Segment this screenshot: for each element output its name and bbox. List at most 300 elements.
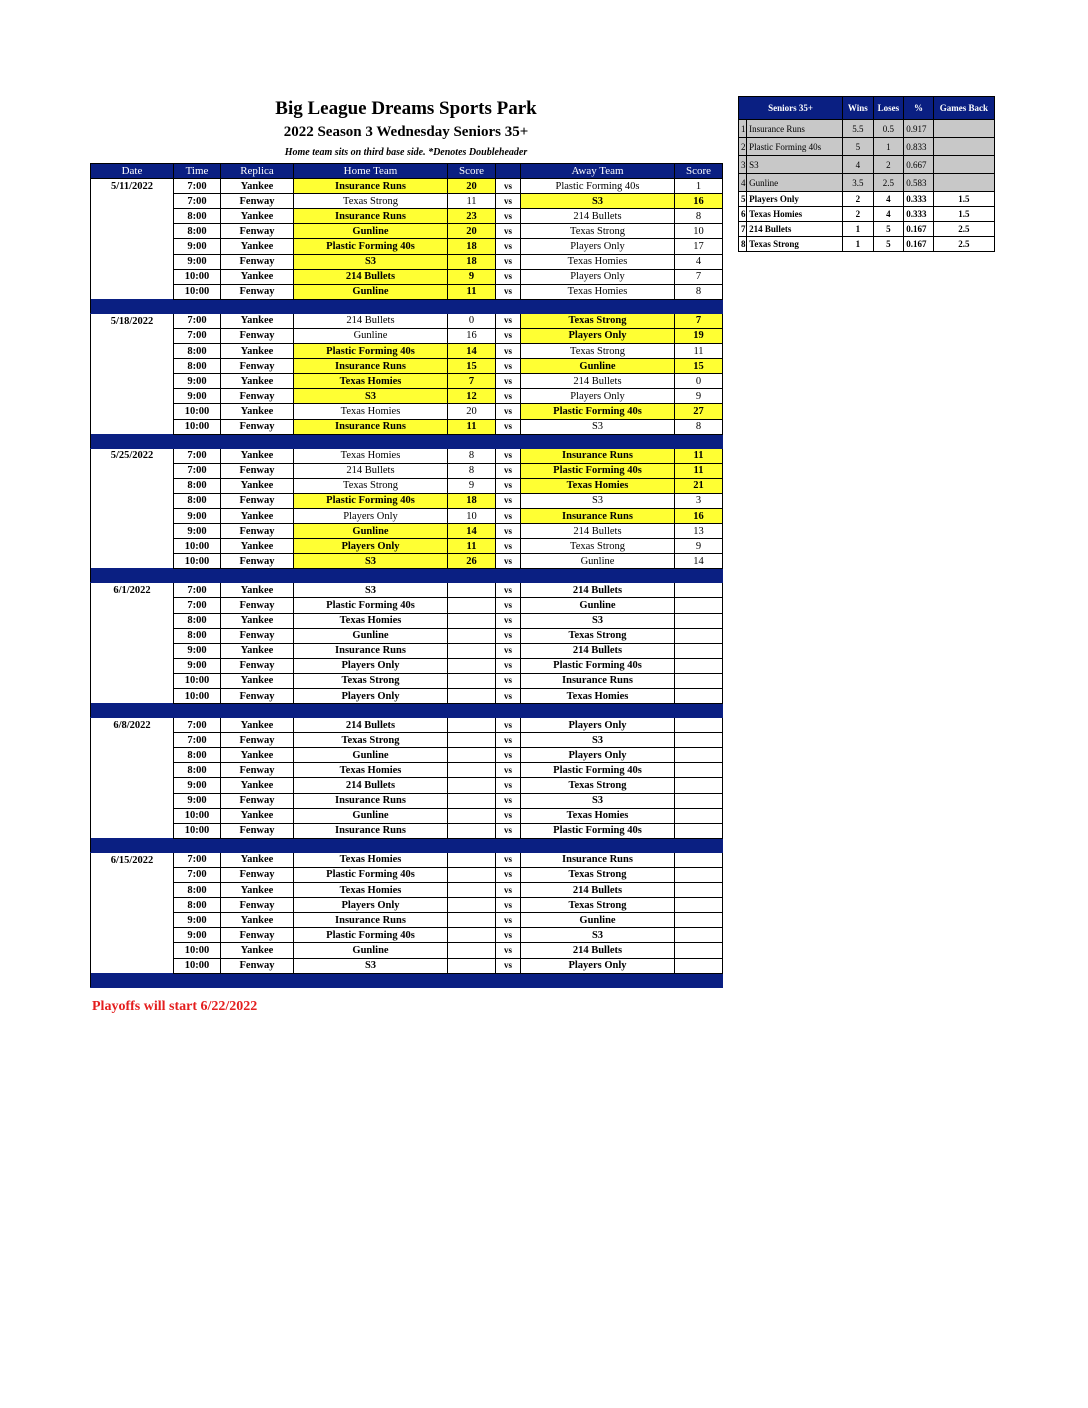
vs-label: vs	[496, 823, 521, 838]
home-team: Texas Strong	[294, 673, 448, 688]
home-team: Gunline	[294, 524, 448, 539]
game-replica: Yankee	[221, 913, 294, 928]
home-team: Gunline	[294, 943, 448, 958]
game-date-empty	[91, 374, 174, 389]
away-score	[675, 613, 723, 628]
game-replica: Yankee	[221, 448, 294, 463]
game-replica: Fenway	[221, 823, 294, 838]
game-date-empty	[91, 404, 174, 419]
game-time: 8:00	[174, 493, 221, 508]
away-team: Players Only	[521, 239, 675, 254]
game-replica: Yankee	[221, 478, 294, 493]
home-team: Gunline	[294, 224, 448, 239]
game-replica: Fenway	[221, 284, 294, 299]
vs-label: vs	[496, 478, 521, 493]
game-replica: Fenway	[221, 898, 294, 913]
game-replica: Fenway	[221, 763, 294, 778]
home-score	[448, 748, 496, 763]
game-time: 8:00	[174, 898, 221, 913]
vs-label: vs	[496, 224, 521, 239]
vs-label: vs	[496, 359, 521, 374]
vs-label: vs	[496, 389, 521, 404]
vs-label: vs	[496, 808, 521, 823]
game-replica: Fenway	[221, 328, 294, 343]
standings-games-back	[933, 120, 994, 138]
standings-rank: 7	[739, 222, 747, 237]
table-row	[91, 958, 723, 973]
table-row	[91, 284, 723, 299]
game-replica: Fenway	[221, 463, 294, 478]
home-score	[448, 689, 496, 704]
vs-label: vs	[496, 793, 521, 808]
game-time: 7:00	[174, 867, 221, 882]
away-team: S3	[521, 793, 675, 808]
away-score	[675, 689, 723, 704]
home-team: Texas Homies	[294, 613, 448, 628]
away-team: Players Only	[521, 269, 675, 284]
home-score: 20	[448, 404, 496, 419]
table-row	[91, 359, 723, 374]
game-replica: Yankee	[221, 718, 294, 733]
game-time: 10:00	[174, 958, 221, 973]
home-team: Players Only	[294, 898, 448, 913]
home-score: 0	[448, 313, 496, 328]
game-replica: Yankee	[221, 508, 294, 523]
game-replica: Fenway	[221, 928, 294, 943]
home-team: S3	[294, 254, 448, 269]
standings-loses: 1	[873, 138, 904, 156]
away-team: Texas Strong	[521, 628, 675, 643]
home-score: 16	[448, 328, 496, 343]
home-score	[448, 673, 496, 688]
home-score: 12	[448, 389, 496, 404]
game-replica: Fenway	[221, 658, 294, 673]
home-score	[448, 852, 496, 867]
away-score: 16	[675, 194, 723, 209]
vs-label: vs	[496, 583, 521, 598]
game-replica: Fenway	[221, 419, 294, 434]
home-score: 8	[448, 463, 496, 478]
table-row	[91, 689, 723, 704]
game-time: 7:00	[174, 179, 221, 194]
away-team: 214 Bullets	[521, 524, 675, 539]
away-team: Plastic Forming 40s	[521, 463, 675, 478]
away-team: Plastic Forming 40s	[521, 823, 675, 838]
standings-games-back: 2.5	[933, 222, 994, 237]
game-time: 9:00	[174, 239, 221, 254]
game-date: 5/25/2022	[91, 448, 174, 463]
home-team: Insurance Runs	[294, 359, 448, 374]
vs-label: vs	[496, 328, 521, 343]
home-team: Plastic Forming 40s	[294, 344, 448, 359]
page-title: Big League Dreams Sports Park	[275, 98, 537, 119]
playoffs-notice: Playoffs will start 6/22/2022	[92, 999, 258, 1014]
vs-label: vs	[496, 254, 521, 269]
vs-label: vs	[496, 239, 521, 254]
vs-label: vs	[496, 658, 521, 673]
table-row	[91, 254, 723, 269]
vs-label: vs	[496, 689, 521, 704]
table-row	[91, 898, 723, 913]
away-score: 17	[675, 239, 723, 254]
away-team: 214 Bullets	[521, 583, 675, 598]
standings-team: S3	[747, 156, 843, 174]
vs-label: vs	[496, 344, 521, 359]
away-score: 21	[675, 478, 723, 493]
home-score: 18	[448, 254, 496, 269]
standings-wins: 4	[843, 156, 874, 174]
home-score	[448, 643, 496, 658]
away-team: Plastic Forming 40s	[521, 658, 675, 673]
game-replica: Yankee	[221, 239, 294, 254]
away-score	[675, 898, 723, 913]
game-replica: Fenway	[221, 359, 294, 374]
game-replica: Yankee	[221, 374, 294, 389]
away-score	[675, 852, 723, 867]
standings-pct: 0.667	[904, 156, 934, 174]
home-score: 11	[448, 194, 496, 209]
away-team: Plastic Forming 40s	[521, 404, 675, 419]
standings-games-back	[933, 138, 994, 156]
away-team: Gunline	[521, 359, 675, 374]
away-team: Texas Strong	[521, 867, 675, 882]
standings-games-back	[933, 156, 994, 174]
game-date-empty	[91, 643, 174, 658]
standings-team: Players Only	[747, 192, 843, 207]
home-team: Players Only	[294, 508, 448, 523]
game-date-empty	[91, 194, 174, 209]
col-vs	[496, 164, 521, 179]
away-score: 13	[675, 524, 723, 539]
home-team: Gunline	[294, 284, 448, 299]
home-score: 18	[448, 493, 496, 508]
table-row	[91, 808, 723, 823]
away-score: 4	[675, 254, 723, 269]
game-replica: Yankee	[221, 313, 294, 328]
vs-label: vs	[496, 913, 521, 928]
away-team: Insurance Runs	[521, 508, 675, 523]
game-replica: Yankee	[221, 539, 294, 554]
away-team: 214 Bullets	[521, 883, 675, 898]
vs-label: vs	[496, 539, 521, 554]
standings-wins: 1	[843, 222, 874, 237]
home-team: Gunline	[294, 628, 448, 643]
game-time: 7:00	[174, 852, 221, 867]
game-time: 8:00	[174, 613, 221, 628]
home-score	[448, 913, 496, 928]
game-time: 9:00	[174, 374, 221, 389]
game-time: 10:00	[174, 419, 221, 434]
away-team: Texas Homies	[521, 689, 675, 704]
table-row	[91, 524, 723, 539]
home-team: Plastic Forming 40s	[294, 493, 448, 508]
game-time: 10:00	[174, 404, 221, 419]
table-row	[91, 328, 723, 343]
game-time: 10:00	[174, 269, 221, 284]
standings-loses: 5	[873, 237, 904, 252]
home-team: Insurance Runs	[294, 643, 448, 658]
home-score: 9	[448, 478, 496, 493]
table-row	[91, 239, 723, 254]
game-time: 9:00	[174, 928, 221, 943]
home-team: Texas Strong	[294, 478, 448, 493]
game-time: 8:00	[174, 478, 221, 493]
away-team: Plastic Forming 40s	[521, 179, 675, 194]
game-date-empty	[91, 598, 174, 613]
standings-row	[739, 222, 995, 237]
standings-row	[739, 120, 995, 138]
game-date-empty	[91, 328, 174, 343]
home-score: 20	[448, 224, 496, 239]
vs-label: vs	[496, 269, 521, 284]
game-date-empty	[91, 778, 174, 793]
schedule-header-row	[91, 164, 723, 179]
game-replica: Fenway	[221, 598, 294, 613]
home-team: Insurance Runs	[294, 823, 448, 838]
table-row	[91, 179, 723, 194]
home-team: Plastic Forming 40s	[294, 598, 448, 613]
standings-col-loses: Loses	[873, 97, 904, 120]
game-time: 9:00	[174, 643, 221, 658]
game-replica: Fenway	[221, 254, 294, 269]
table-row	[91, 554, 723, 569]
vs-label: vs	[496, 179, 521, 194]
table-row	[91, 913, 723, 928]
home-score	[448, 583, 496, 598]
vs-label: vs	[496, 508, 521, 523]
home-team: Texas Homies	[294, 448, 448, 463]
game-date-empty	[91, 524, 174, 539]
game-replica: Yankee	[221, 748, 294, 763]
standings-loses: 4	[873, 207, 904, 222]
table-row	[91, 628, 723, 643]
home-team: S3	[294, 958, 448, 973]
home-team: Texas Homies	[294, 404, 448, 419]
vs-label: vs	[496, 958, 521, 973]
game-date: 6/8/2022	[91, 718, 174, 733]
home-team: Texas Strong	[294, 733, 448, 748]
home-score	[448, 928, 496, 943]
game-time: 7:00	[174, 448, 221, 463]
standings-row	[739, 207, 995, 222]
standings-wins: 5	[843, 138, 874, 156]
home-team: Gunline	[294, 748, 448, 763]
week-separator	[91, 434, 723, 448]
vs-label: vs	[496, 404, 521, 419]
table-row	[91, 404, 723, 419]
game-time: 8:00	[174, 748, 221, 763]
away-score	[675, 867, 723, 882]
away-team: Texas Homies	[521, 808, 675, 823]
table-row	[91, 478, 723, 493]
table-row	[91, 419, 723, 434]
away-score	[675, 763, 723, 778]
table-row	[91, 224, 723, 239]
vs-label: vs	[496, 852, 521, 867]
standings-games-back: 1.5	[933, 207, 994, 222]
game-date-empty	[91, 748, 174, 763]
standings-row	[739, 156, 995, 174]
home-team: Gunline	[294, 328, 448, 343]
home-score: 10	[448, 508, 496, 523]
standings-row	[739, 192, 995, 207]
table-row	[91, 928, 723, 943]
away-team: Players Only	[521, 958, 675, 973]
home-team: Insurance Runs	[294, 913, 448, 928]
game-date-empty	[91, 284, 174, 299]
away-team: Texas Homies	[521, 254, 675, 269]
table-row	[91, 493, 723, 508]
col-home-team: Home Team	[294, 164, 448, 179]
vs-label: vs	[496, 883, 521, 898]
away-team: 214 Bullets	[521, 209, 675, 224]
vs-label: vs	[496, 763, 521, 778]
standings-row	[739, 174, 995, 192]
vs-label: vs	[496, 448, 521, 463]
game-date-empty	[91, 209, 174, 224]
col-away-score: Score	[675, 164, 723, 179]
table-row	[91, 658, 723, 673]
game-time: 8:00	[174, 344, 221, 359]
game-replica: Yankee	[221, 778, 294, 793]
home-team: Players Only	[294, 539, 448, 554]
table-row	[91, 463, 723, 478]
away-team: Insurance Runs	[521, 448, 675, 463]
away-score	[675, 643, 723, 658]
away-score	[675, 793, 723, 808]
table-row	[91, 778, 723, 793]
home-score	[448, 823, 496, 838]
vs-label: vs	[496, 748, 521, 763]
away-score: 7	[675, 313, 723, 328]
standings-wins: 5.5	[843, 120, 874, 138]
game-date: 6/1/2022	[91, 583, 174, 598]
standings-loses: 2.5	[873, 174, 904, 192]
away-score: 7	[675, 269, 723, 284]
standings-body	[739, 120, 995, 252]
table-row	[91, 194, 723, 209]
away-team: 214 Bullets	[521, 374, 675, 389]
home-team: Plastic Forming 40s	[294, 867, 448, 882]
game-replica: Yankee	[221, 583, 294, 598]
home-score	[448, 793, 496, 808]
game-replica: Yankee	[221, 883, 294, 898]
table-row	[91, 448, 723, 463]
vs-label: vs	[496, 867, 521, 882]
game-replica: Yankee	[221, 852, 294, 867]
table-row	[91, 508, 723, 523]
standings-rank: 1	[739, 120, 747, 138]
game-date-empty	[91, 733, 174, 748]
home-score	[448, 898, 496, 913]
standings-rank: 2	[739, 138, 747, 156]
away-score	[675, 628, 723, 643]
game-time: 7:00	[174, 598, 221, 613]
away-score: 1	[675, 179, 723, 194]
away-team: Texas Homies	[521, 478, 675, 493]
standings-rank: 3	[739, 156, 747, 174]
home-team: Texas Homies	[294, 374, 448, 389]
away-team: Players Only	[521, 389, 675, 404]
standings-row	[739, 237, 995, 252]
vs-label: vs	[496, 673, 521, 688]
table-row	[91, 748, 723, 763]
game-time: 8:00	[174, 883, 221, 898]
vs-label: vs	[496, 928, 521, 943]
game-date-empty	[91, 344, 174, 359]
table-row	[91, 539, 723, 554]
vs-label: vs	[496, 194, 521, 209]
away-score	[675, 928, 723, 943]
away-score: 8	[675, 419, 723, 434]
home-score: 18	[448, 239, 496, 254]
game-replica: Fenway	[221, 958, 294, 973]
standings-row	[739, 138, 995, 156]
col-date: Date	[91, 164, 174, 179]
vs-label: vs	[496, 284, 521, 299]
standings-col-wins: Wins	[843, 97, 874, 120]
table-row	[91, 793, 723, 808]
home-score: 20	[448, 179, 496, 194]
table-row	[91, 718, 723, 733]
home-score	[448, 718, 496, 733]
game-date-empty	[91, 943, 174, 958]
away-score	[675, 733, 723, 748]
away-score	[675, 718, 723, 733]
col-replica: Replica	[221, 164, 294, 179]
away-score: 27	[675, 404, 723, 419]
home-score	[448, 733, 496, 748]
home-score: 14	[448, 344, 496, 359]
home-team: Gunline	[294, 808, 448, 823]
game-date-empty	[91, 554, 174, 569]
standings-team: Gunline	[747, 174, 843, 192]
away-score: 16	[675, 508, 723, 523]
home-score: 9	[448, 269, 496, 284]
away-team: Gunline	[521, 554, 675, 569]
away-score	[675, 598, 723, 613]
game-date-empty	[91, 269, 174, 284]
standings-pct: 0.917	[904, 120, 934, 138]
away-score: 9	[675, 389, 723, 404]
game-date-empty	[91, 539, 174, 554]
home-team: S3	[294, 554, 448, 569]
away-team: Texas Strong	[521, 313, 675, 328]
home-score: 8	[448, 448, 496, 463]
game-date-empty	[91, 254, 174, 269]
home-team: 214 Bullets	[294, 313, 448, 328]
vs-label: vs	[496, 778, 521, 793]
standings-header-row	[739, 97, 995, 120]
away-team: Texas Strong	[521, 778, 675, 793]
home-score: 23	[448, 209, 496, 224]
standings-col-division: Seniors 35+	[739, 97, 843, 120]
away-score	[675, 583, 723, 598]
vs-label: vs	[496, 374, 521, 389]
home-score	[448, 808, 496, 823]
away-score: 11	[675, 463, 723, 478]
game-time: 10:00	[174, 554, 221, 569]
game-replica: Fenway	[221, 224, 294, 239]
standings-rank: 6	[739, 207, 747, 222]
game-time: 9:00	[174, 658, 221, 673]
standings-loses: 5	[873, 222, 904, 237]
game-date-empty	[91, 898, 174, 913]
away-team: Texas Homies	[521, 284, 675, 299]
table-row	[91, 867, 723, 882]
game-time: 8:00	[174, 209, 221, 224]
home-score: 15	[448, 359, 496, 374]
